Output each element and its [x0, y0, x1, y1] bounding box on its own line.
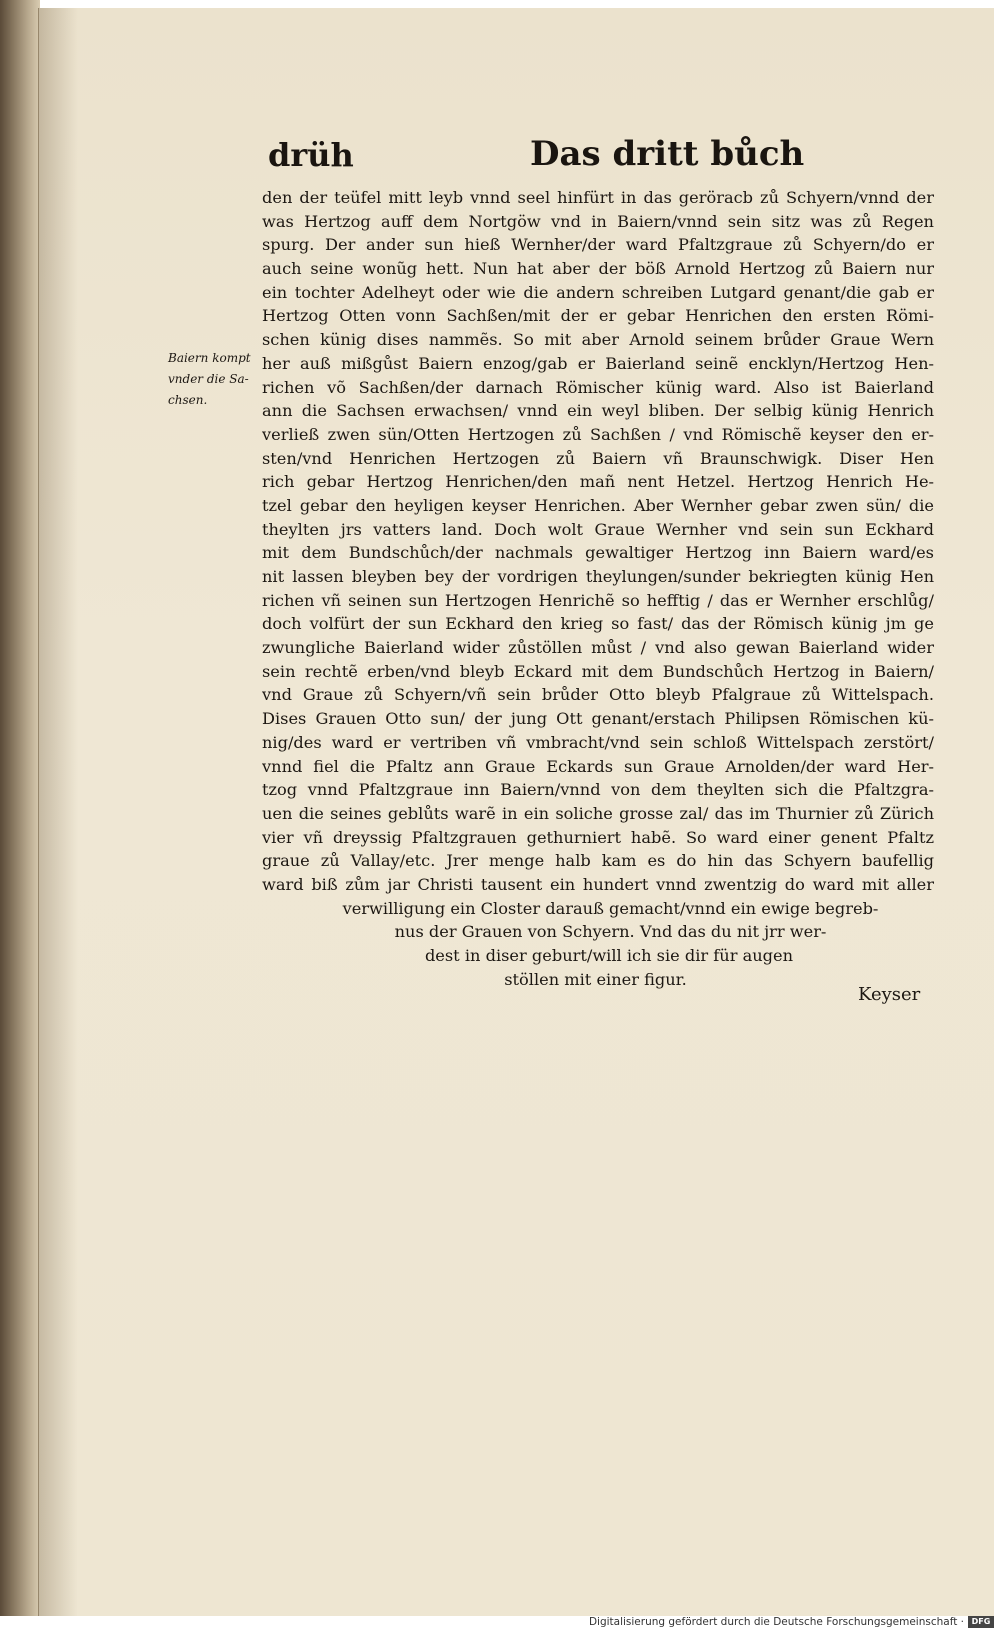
text-line: spurg. Der ander sun hieß Wernher/der ward Pfaltzgraue zů Schyern/do er — [262, 235, 934, 255]
text-line: zwungliche Baierland wider zůstöllen můst / vnd also gewan Baierland wider — [262, 638, 934, 658]
text-line: verwilligung ein Closter darauß gemacht/vnnd ein ewige begreb- — [342, 898, 879, 918]
text-line: was Hertzog auff dem Nortgöw vnd in Baiern/vnnd sein sitz was zů Regen — [262, 211, 934, 231]
text-line: doch volfürt der sun Eckhard den krieg so fast/ das der Römisch künig jm ge — [262, 614, 934, 634]
margin-note-line: vnder die Sa- — [168, 372, 249, 386]
dfg-logo: DFG — [968, 1616, 994, 1628]
text-line: rich gebar Hertzog Henrichen/den mañ nent Hetzel. Hertzog Henrich He- — [262, 472, 934, 492]
text-line: nit lassen bleyben bey der vordrigen theylungen/sunder bekriegten künig Hen — [262, 567, 934, 586]
text-line: Hertzog Otten vonn Sachßen/mit der er gebar Henrichen den ersten Römi- — [262, 306, 934, 326]
text-line: den der teüfel mitt leyb vnnd seel hinfürt in das geröracb zů Schyern/vnnd der — [262, 188, 934, 207]
margin-note — [168, 348, 260, 411]
text-line: tzog vnnd Pfaltzgraue inn Baiern/vnnd von dem theylten sich die Pfaltzgra- — [262, 780, 934, 800]
folio-number: drüh — [268, 136, 354, 174]
text-line: theylten jrs vatters land. Doch wolt Graue Wernher vnd sein sun Eckhard — [262, 519, 934, 539]
text-line: ward biß zům jar Christi tausent ein hundert vnnd zwentzig do ward mit aller — [262, 874, 934, 894]
text-line: ein tochter Adelheyt oder wie die andern schreiben Lutgard genant/die gab er — [262, 282, 934, 302]
text-line: sein rechtẽ erben/vnd bleyb Eckard mit dem Bundschůch Hertzog in Baiern/ — [262, 661, 934, 681]
digitization-credit: Digitalisierung gefördert durch die Deutsche Forschungsgemeinschaft · — [588, 1616, 964, 1628]
book-binding-edge — [0, 0, 40, 1620]
margin-note-line: Baiern kompt — [168, 351, 251, 365]
running-title: Das dritt bůch — [530, 134, 805, 174]
body-text — [262, 186, 934, 991]
text-line: richen vñ seinen sun Hertzogen Henrichẽ so hefftig / das er Wernher erschlůg/ — [262, 590, 934, 610]
text-line: sten/vnd Henrichen Hertzogen zů Baiern vñ Braunschwigk. Diser Hen — [262, 448, 934, 468]
text-line: vnnd fiel die Pfaltz ann Graue Eckards sun Graue Arnolden/der ward Her- — [262, 756, 934, 776]
gutter-shadow — [38, 8, 78, 1618]
text-line: vier vñ dreyssig Pfaltzgrauen gethurniert habẽ. So ward einer genent Pfaltz — [262, 827, 934, 847]
text-line: tzel gebar den heyligen keyser Henrichen. Aber Wernher gebar zwen sün/ die — [262, 495, 934, 515]
text-line: auch seine wonũg hett. Nun hat aber der böß Arnold Hertzog zů Baiern nur — [262, 259, 934, 279]
text-line: nus der Grauen von Schyern. Vnd das du nit jrr wer- — [394, 922, 827, 942]
text-line: graue zů Vallay/etc. Jrer menge halb kam es do hin das Schyern baufellig — [262, 851, 934, 871]
text-line: verließ zwen sün/Otten Hertzogen zů Sachßen / vnd Römischẽ keyser den er- — [262, 424, 934, 444]
catchword: Keyser — [858, 984, 921, 1005]
text-line: Dises Grauen Otto sun/ der jung Ott genant/erstach Philipsen Römischen kü- — [262, 709, 934, 729]
text-line: ann die Sachsen erwachsen/ vnnd ein weyl bliben. Der selbig künig Henrich — [262, 401, 934, 421]
margin-note-line: chsen. — [168, 393, 208, 407]
text-line: schen künig dises nammẽs. So mit aber Arnold seinem brůder Graue Wern — [262, 330, 934, 350]
text-line: uen die seines geblůts warẽ in ein soliche grosse zal/ das im Thurnier zů Zürich — [262, 803, 934, 823]
text-line: richen võ Sachßen/der darnach Römischer künig ward. Also ist Baierland — [262, 377, 934, 397]
text-line: her auß mißgůst Baiern enzog/gab er Baierland seinẽ encklyn/Hertzog Hen- — [262, 353, 934, 373]
text-line: stöllen mit einer figur. — [504, 969, 687, 989]
text-line: vnd Graue zů Schyern/vñ sein brůder Otto bleyb Pfalgraue zů Wittelspach. — [262, 685, 934, 705]
text-line: mit dem Bundschůch/der nachmals gewaltiger Hertzog inn Baiern ward/es — [262, 543, 934, 563]
text-line: dest in diser geburt/will ich sie dir für augen — [424, 946, 794, 965]
text-line: nig/des ward er vertriben vñ vmbracht/vnd sein schloß Wittelspach zerstört/ — [262, 732, 934, 752]
